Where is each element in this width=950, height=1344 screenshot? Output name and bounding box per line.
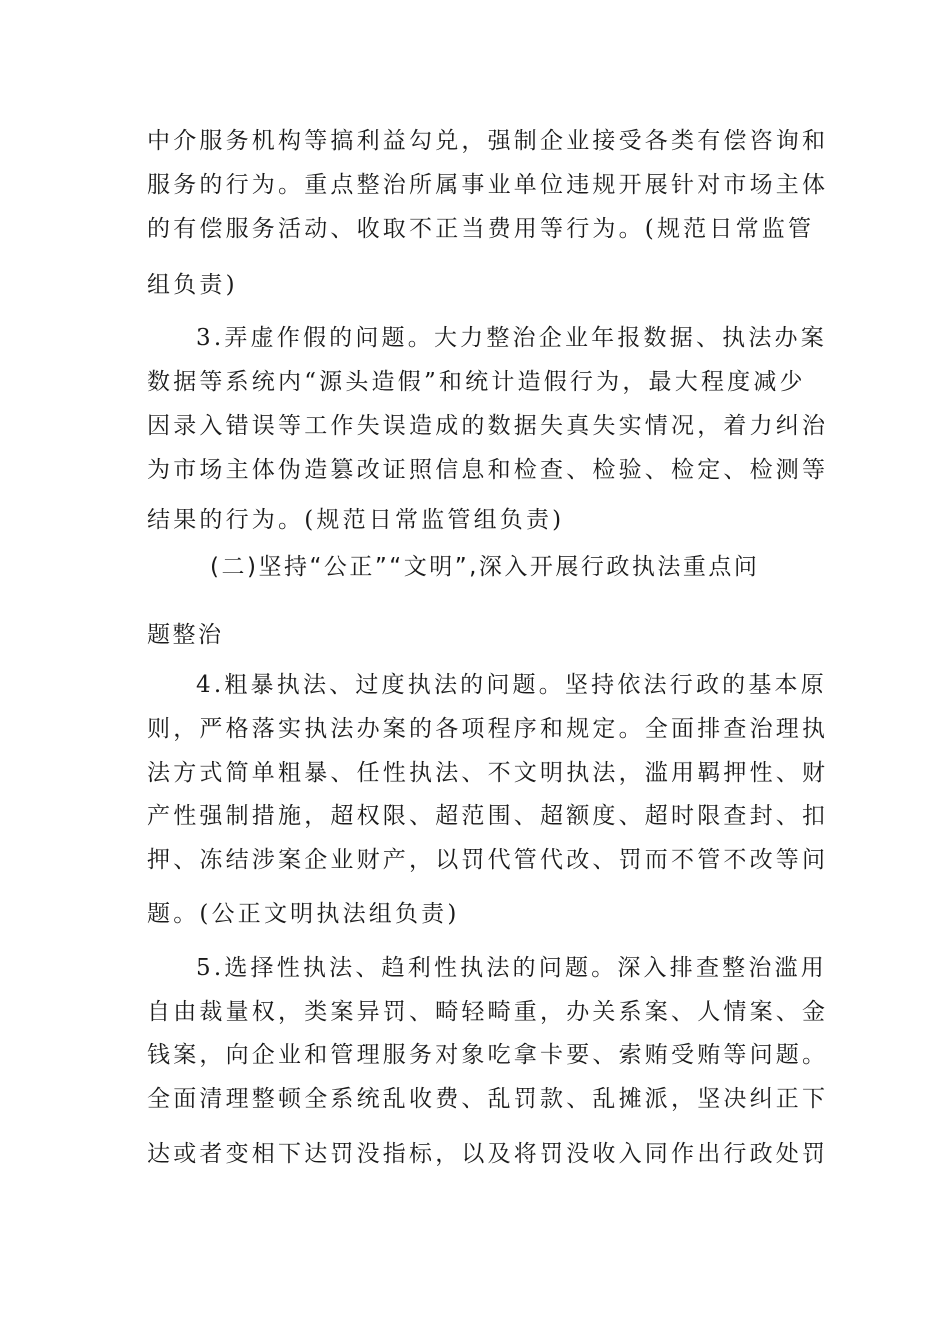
text-line: 的有偿服务活动、收取不正当费用等行为。(规范日常监管: [147, 216, 815, 242]
text-line: 题。(公正文明执法组负责): [147, 901, 460, 927]
text-line: 全面清理整顿全系统乱收费、乱罚款、乱摊派，坚决纠正下: [147, 1086, 829, 1112]
text-line: 因录入错误等工作失误造成的数据失真失实情况，着力纠治: [147, 413, 829, 439]
text-line: 组负责): [147, 272, 238, 298]
text-line: 达或者变相下达罚没指标，以及将罚没收入同作出行政处罚: [147, 1141, 829, 1167]
text-line: 法方式简单粗暴、任性执法、不文明执法，滥用羁押性、财: [147, 760, 829, 786]
text-line: 服务的行为。重点整治所属事业单位违规开展针对市场主体: [147, 172, 829, 198]
text-line: 自由裁量权，类案异罚、畸轻畸重，办关系案、人情案、金: [147, 999, 829, 1025]
text-line: 钱案，向企业和管理服务对象吃拿卡要、索贿受贿等问题。: [147, 1042, 829, 1068]
section-heading: 题整治: [147, 622, 224, 648]
text-line: 为市场主体伪造篡改证照信息和检查、检验、检定、检测等: [147, 457, 829, 483]
text-line: 押、冻结涉案企业财产，以罚代管代改、罚而不管不改等问: [147, 847, 829, 873]
text-line: 则，严格落实执法办案的各项程序和规定。全面排查治理执: [147, 716, 829, 742]
text-line: 4.粗暴执法、过度执法的问题。坚持依法行政的基本原: [196, 672, 827, 698]
text-line: 结果的行为。(规范日常监管组负责): [147, 507, 565, 533]
text-line: 中介服务机构等搞利益勾兑，强制企业接受各类有偿咨询和: [147, 128, 829, 154]
text-line: 3.弄虚作假的问题。大力整治企业年报数据、执法办案: [196, 325, 827, 351]
text-line: 产性强制措施，超权限、超范围、超额度、超时限查封、扣: [147, 803, 829, 829]
text-line: 数据等系统内“源头造假”和统计造假行为，最大程度减少: [147, 369, 806, 395]
section-heading: (二)坚持“公正”“文明”,深入开展行政执法重点问: [210, 554, 760, 580]
text-line: 5.选择性执法、趋利性执法的问题。深入排查整治滥用: [196, 955, 827, 981]
